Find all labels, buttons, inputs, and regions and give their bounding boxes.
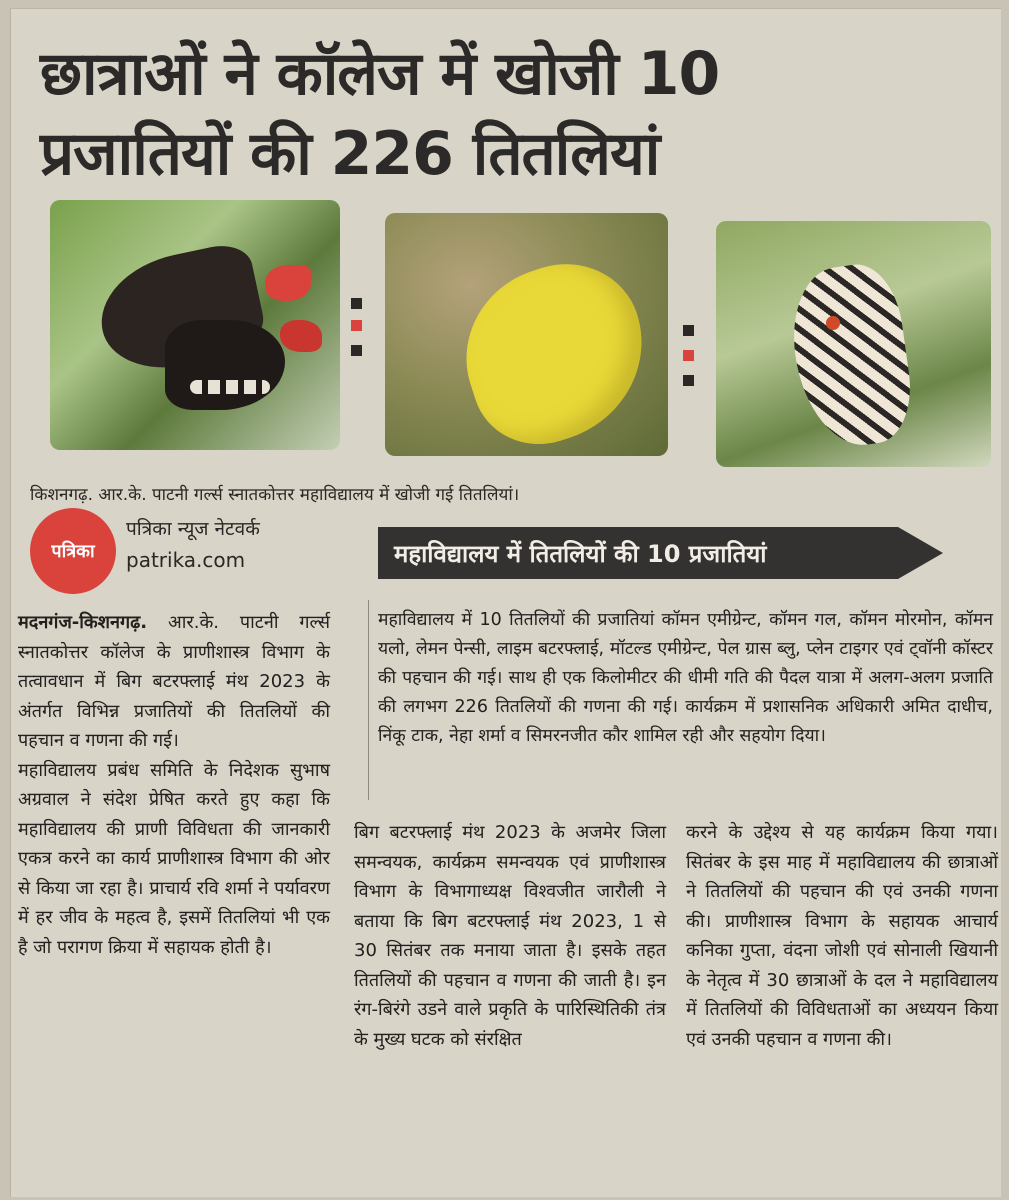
section-banner-title: महाविद्यालय में तितलियों की 10 प्रजातियां [394,539,767,568]
article-column-1 [18,608,330,962]
column-2-para-1: बिग बटरफ्लाई मंथ 2023 के अजमेर जिला समन्वयक, कार्यक्रम समन्वयक एवं प्राणीशास्त्र विभाग के विभागाध्यक्ष विश्वजीत जारौली ने बताया कि बिग बटरफ्लाई मंथ 2023, 1 से 30 सितंबर तक मनाया जाता है। इसके तहत तितलियों की पहचान व गणना की जाती है। इन रंग-बिरंगे उडने वाले प्रकृति के पारिस्थितिकी तंत्र के मुख्य घटक को संरक्षित [354,822,666,1050]
column-1-paragraph [18,608,330,756]
article-column-2 [354,818,666,1054]
news-network: पत्रिका न्यूज नेटवर्क [126,518,260,540]
divider-square [683,350,694,361]
column-3-para-1: करने के उद्देश्य से यह कार्यक्रम किया गया। सितंबर के इस माह में महाविद्यालय की छात्राओं ने तितलियों की पहचान की एवं उनकी गणना की। प्राणीशास्त्र विभाग के सहायक आचार्य कनिका गुप्ता, वंदना जोशी एवं सोनाली खियानी के नेतृत्व में 30 छात्राओं के दल ने महाविद्यालय में तितलियों की विविधताओं का अध्ययन किया एवं उनकी पहचान व गणना की। [686,822,998,1050]
column-1-para-2: महाविद्यालय प्रबंध समिति के निदेशक सुभाष अग्रवाल ने संदेश प्रेषित करते हुए कहा कि महाविद्यालय की प्राणी विविधता की जानकारी एकत्र करने का कार्य प्राणीशास्त्र विभाग की ओर से किया जा रहा है। प्राचार्य रवि शर्मा ने पर्यावरण में हर जीव के महत्व है, इसमें तितलियां भी एक है जो परागण क्रिया में सहायक होती है। [18,759,330,958]
divider-square [683,375,694,386]
divider-square [683,325,694,336]
website: patrika.com [126,548,246,572]
column-divider [368,600,369,800]
red-flower [280,320,322,352]
butterfly-photo-lime-butterfly [716,221,991,467]
photo-caption: किशनगढ़. आर.के. पाटनी गर्ल्स स्नातकोत्तर महाविद्यालय में खोजी गई तितलियां। [30,485,520,505]
banner-arrow-icon [898,527,943,579]
butterfly-photo-common-mormon [50,200,340,450]
patrika-logo: पत्रिका [30,508,116,594]
red-flower [265,265,311,301]
species-box [378,606,993,751]
dateline: मदनगंज-किशनगढ़. [18,612,148,633]
headline-line-1: छात्राओं ने कॉलेज में खोजी 10 [40,39,720,109]
column-1-para-1: आर.के. पाटनी गर्ल्स स्नातकोत्तर कॉलेज के प्राणीशास्त्र विभाग के तत्वावधान में बिग बटरफ्लाई मंथ 2023 के अंतर्गत विभिन्न प्रजातियों की तितलियों की पहचान व गणना की गई। [18,612,330,751]
headline-line-2: प्रजातियों की 226 तितलियां [40,119,660,189]
species-box-text: महाविद्यालय में 10 तितलियों की प्रजातियां कॉमन एमीग्रेन्ट, कॉमन गल, कॉमन मोरमोन, कॉमन यलो, लेमन पेन्सी, लाइम बटरफ्लाई, मॉटल्ड एमीग्रेन्ट, पेल ग्रास ब्लु, प्लेन टाइगर एवं ट्वॉनी कॉस्टर की पहचान की गई। साथ ही एक किलोमीटर की धीमी गति की पैदल यात्रा में अलग-अलग प्रजाति की लगभग 226 तितलियों की गणना की गई। कार्यक्रम में प्रशासनिक अधिकारी अमित दाधीच, निंकू टाक, नेहा शर्मा व सिमरनजीत कौर शामिल रही और सहयोग दिया। [378,610,993,746]
divider-square [351,320,362,331]
section-banner [378,527,898,579]
divider-square [351,298,362,309]
butterfly-spot [826,316,840,330]
article-column-3 [686,818,998,1054]
divider-square [351,345,362,356]
butterfly-wing [443,244,667,456]
butterfly-wing [165,320,285,410]
butterfly-wing [784,259,918,453]
butterfly-photo-common-yellow [385,213,668,456]
butterfly-wing-spots [190,380,270,394]
